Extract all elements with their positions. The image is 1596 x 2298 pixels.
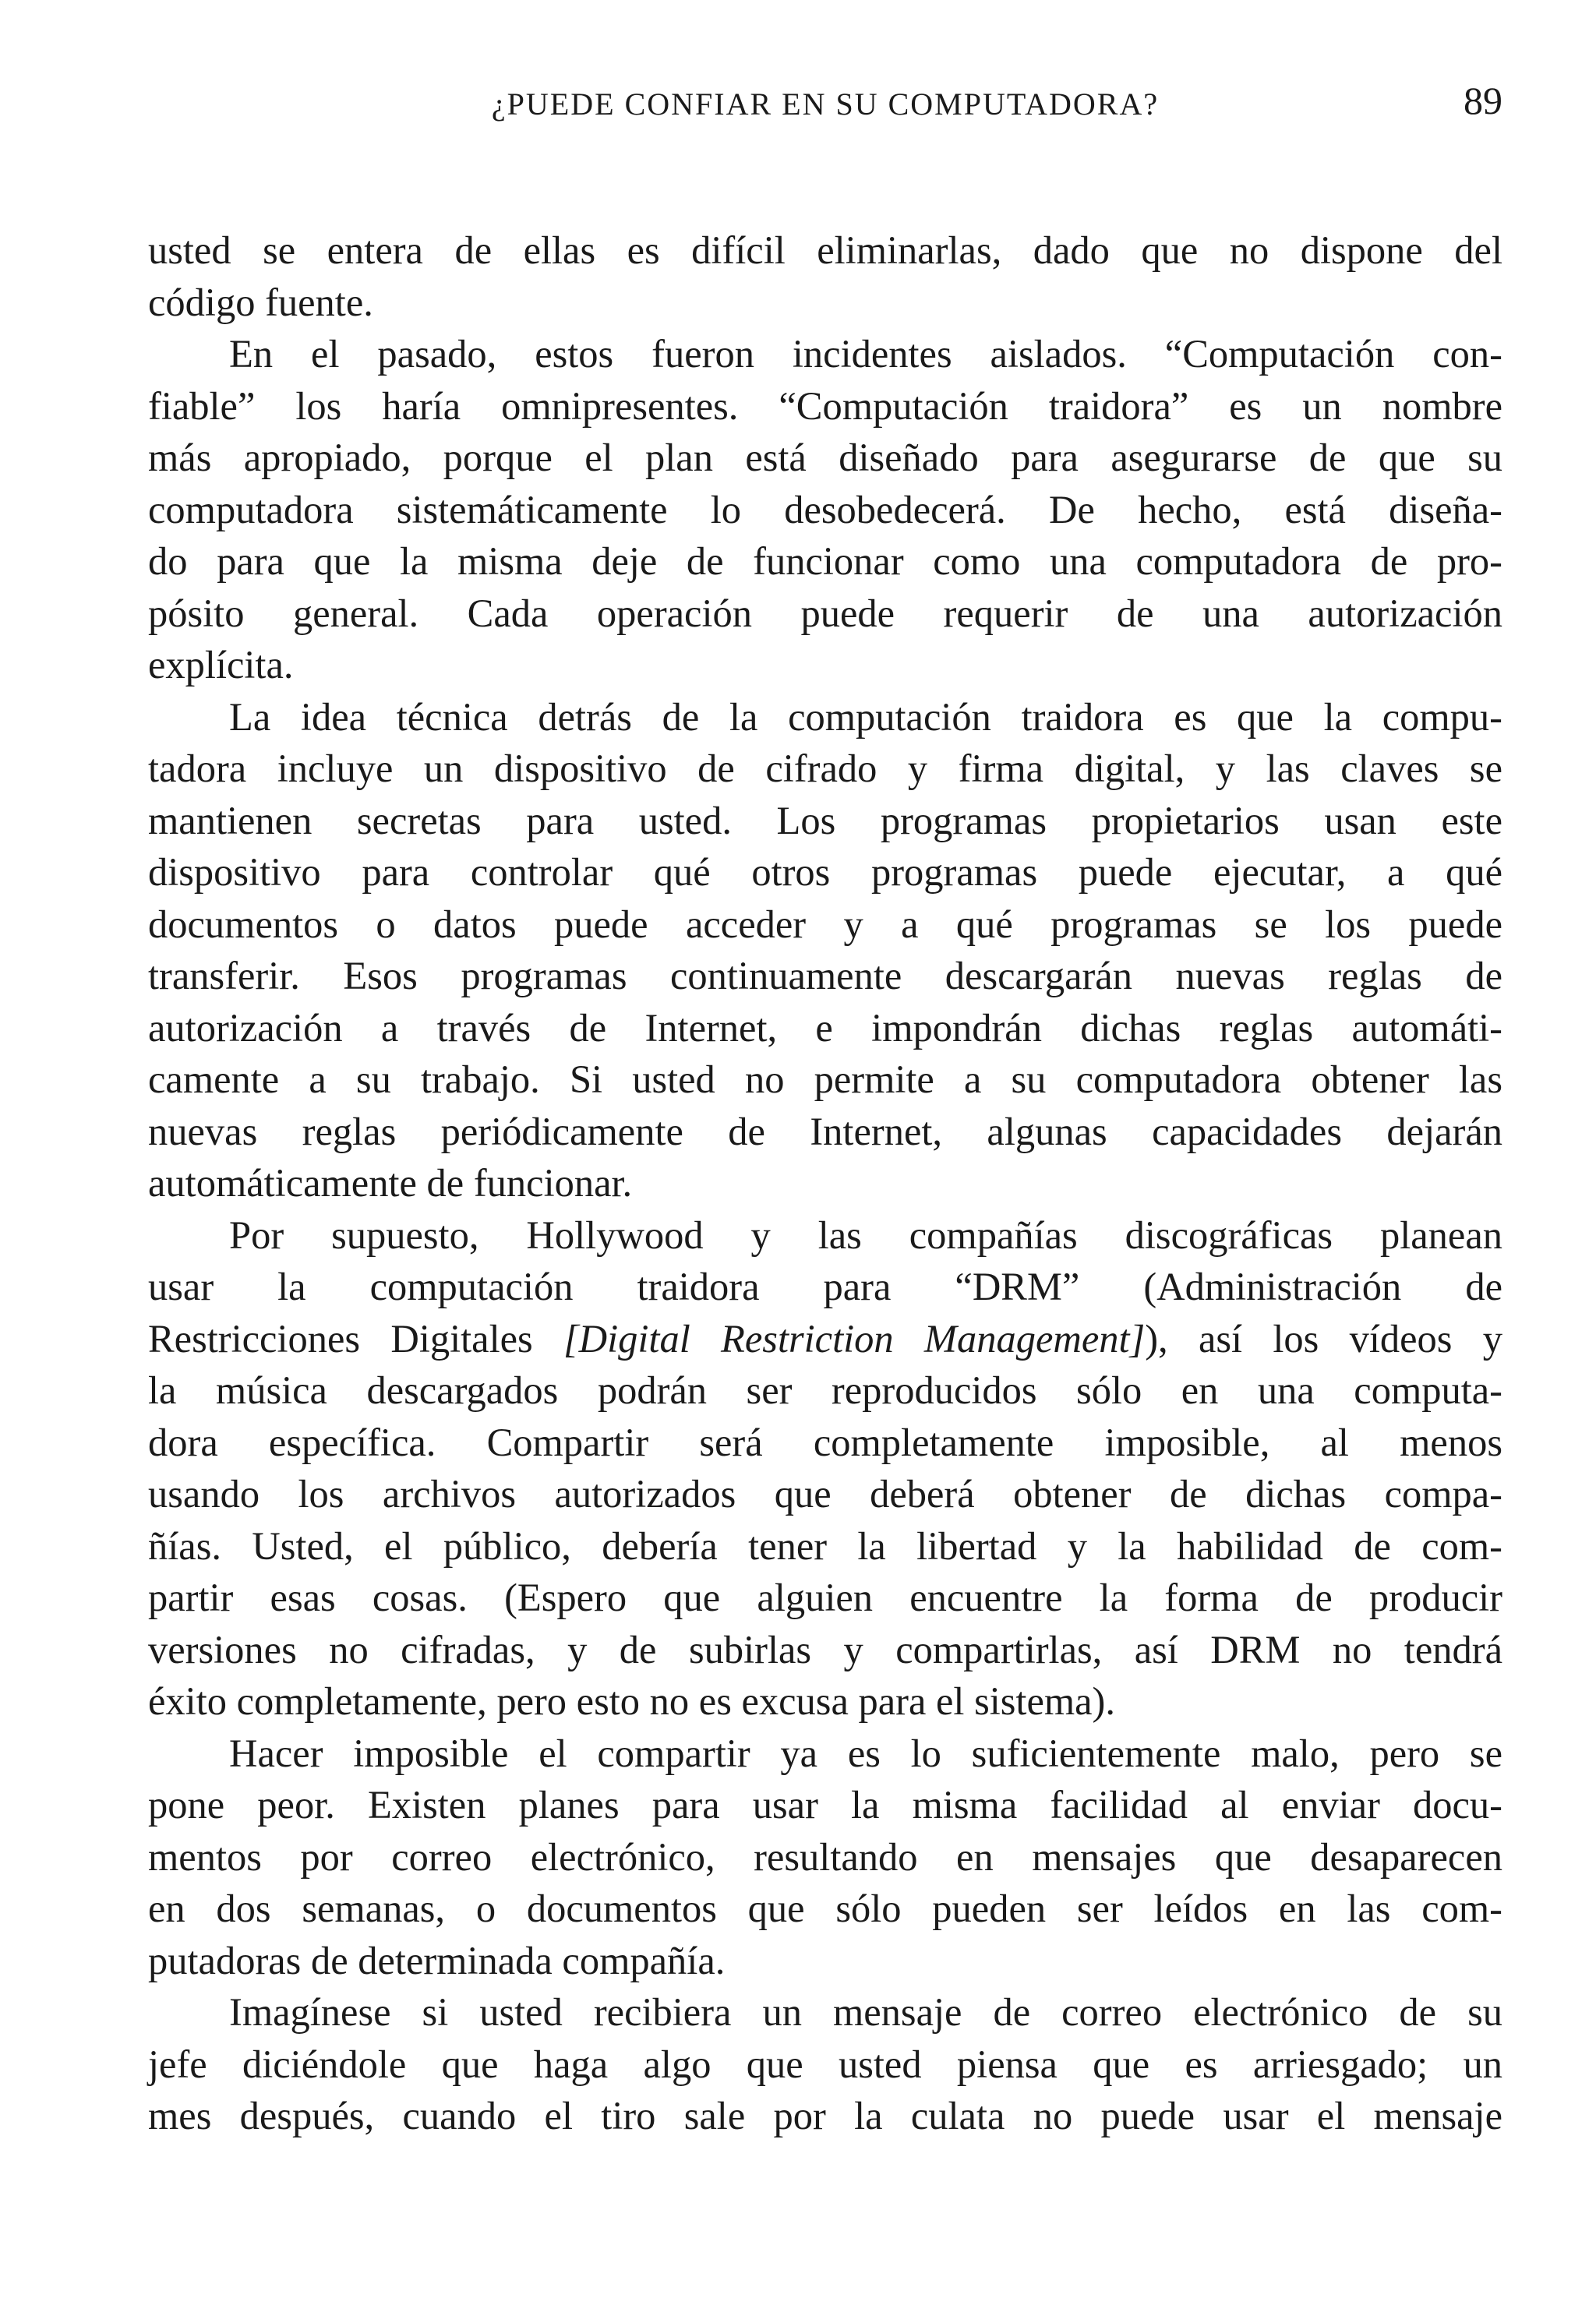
text-line: dora específica. Compartir será completamente imposible, al menos — [148, 1420, 1502, 1464]
text-line: computadora sistemáticamente lo desobedecerá. De hecho, está diseña- — [148, 487, 1502, 531]
text-line: partir esas cosas. (Espero que alguien encuentre la forma de producir — [148, 1576, 1502, 1619]
text-line: documentos o datos puede acceder y a qué programas se los puede — [148, 902, 1502, 946]
italic-term: [Digital Restriction Management] — [563, 1316, 1146, 1361]
text-line: putadoras de determinada compañía. — [148, 1938, 726, 1982]
running-title: ¿PUEDE CONFIAR EN SU COMPUTADORA? — [491, 86, 1160, 122]
body-text — [148, 224, 1502, 2142]
running-head — [148, 78, 1502, 132]
text-line: do para que la misma deje de funcionar como una computadora de pro- — [148, 539, 1502, 583]
text-line: usar la computación traidora para “DRM” (Administración de — [148, 1265, 1502, 1308]
text-line: usted se entera de ellas es difícil eliminarlas, dado que no dispone del — [148, 228, 1502, 272]
text-line: usando los archivos autorizados que deberá obtener de dichas compa- — [148, 1472, 1502, 1516]
text-fragment: ), así los vídeos y — [1145, 1316, 1502, 1361]
text-line: código fuente. — [148, 280, 373, 324]
text-line: pone peor. Existen planes para usar la misma facilidad al enviar docu- — [148, 1783, 1502, 1827]
text-line-with-italic — [148, 1313, 1502, 1365]
text-line: fiable” los haría omnipresentes. “Computación traidora” es un nombre — [148, 383, 1502, 428]
text-line: nuevas reglas periódicamente de Internet, algunas capacidades dejarán — [148, 1109, 1502, 1153]
text-line: dispositivo para controlar qué otros programas puede ejecutar, a qué — [148, 850, 1502, 894]
paragraph-first-line: Hacer imposible el compartir ya es lo suficientemente malo, pero se — [229, 1731, 1502, 1775]
text-line: la música descargados podrán ser reproducidos sólo en una computa- — [148, 1368, 1502, 1412]
text-line: explícita. — [148, 643, 294, 687]
text-line: éxito completamente, pero esto no es excusa para el sistema). — [148, 1679, 1115, 1723]
text-line: autorización a través de Internet, e impondrán dichas reglas automáti- — [148, 1005, 1502, 1050]
text-line: transferir. Esos programas continuamente descargarán nuevas reglas de — [148, 954, 1502, 997]
text-line: en dos semanas, o documentos que sólo pueden ser leídos en las com- — [148, 1887, 1502, 1930]
text-line: pósito general. Cada operación puede requerir de una autorización — [148, 591, 1502, 635]
page-number: 89 — [1464, 79, 1502, 122]
text-line: versiones no cifradas, y de subirlas y compartirlas, así DRM no tendrá — [148, 1627, 1502, 1671]
paragraph-first-line: En el pasado, estos fueron incidentes aislados. “Computación con- — [229, 332, 1502, 376]
text-line: más apropiado, porque el plan está diseñado para asegurarse de que su — [148, 436, 1502, 479]
text-line: ñías. Usted, el público, debería tener la libertad y la habilidad de com- — [148, 1523, 1502, 1568]
paragraph-first-line: Imagínese si usted recibiera un mensaje de correo electrónico de su — [229, 1990, 1502, 2034]
text-line: camente a su trabajo. Si usted no permite a su computadora obtener las — [148, 1057, 1502, 1101]
text-line: mentos por correo electrónico, resultando en mensajes que desaparecen — [148, 1834, 1502, 1879]
text-line: tadora incluye un dispositivo de cifrado y firma digital, y las claves se — [148, 747, 1502, 790]
text-line: mantienen secretas para usted. Los programas propietarios usan este — [148, 798, 1502, 842]
text-line: automáticamente de funcionar. — [148, 1161, 633, 1205]
text-line: jefe diciéndole que haga algo que usted piensa que es arriesgado; un — [148, 2042, 1502, 2086]
text-fragment: Restricciones Digitales — [148, 1316, 563, 1361]
paragraph-first-line: La idea técnica detrás de la computación traidora es que la compu- — [229, 694, 1502, 739]
text-line: mes después, cuando el tiro sale por la culata no puede usar el mensaje — [148, 2094, 1502, 2137]
paragraph-first-line: Por supuesto, Hollywood y las compañías discográficas planean — [229, 1213, 1502, 1257]
